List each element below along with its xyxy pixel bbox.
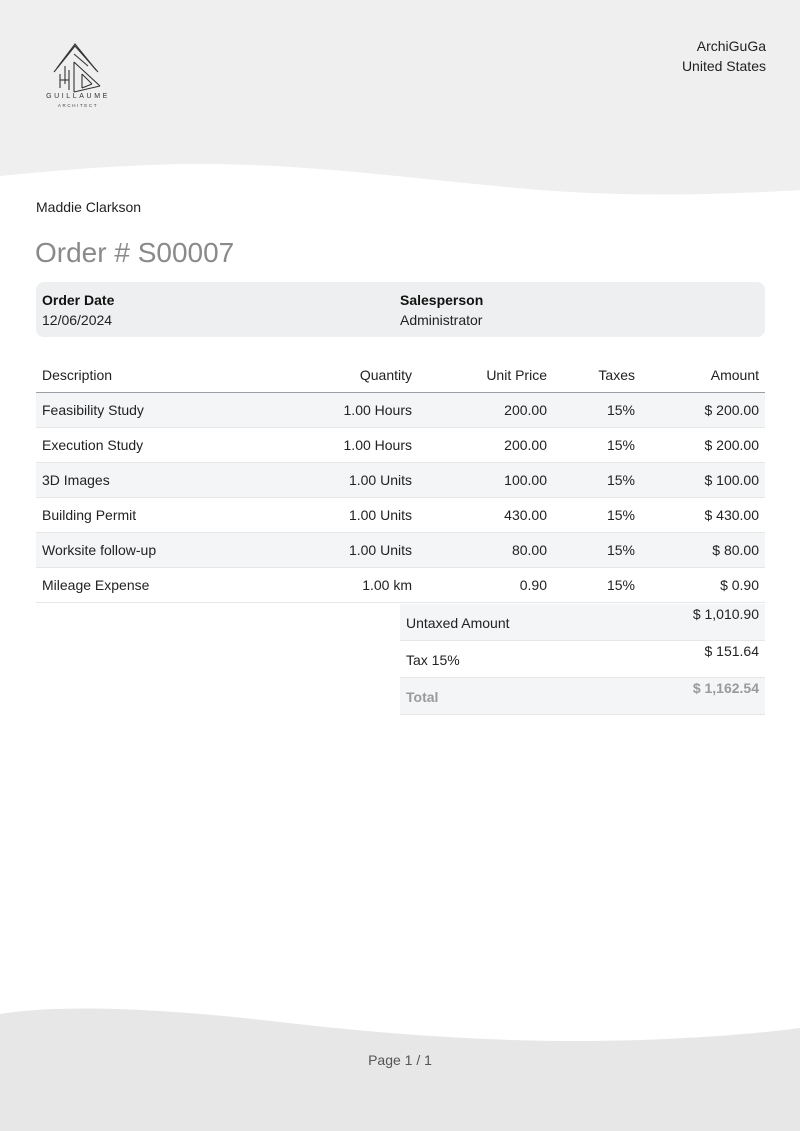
line-quantity: 1.00 Units [286, 463, 418, 498]
line-taxes: 15% [553, 463, 641, 498]
table-row [36, 533, 765, 568]
column-header-unit-price: Unit Price [418, 357, 553, 393]
totals-table [400, 604, 765, 715]
line-amount: $ 200.00 [641, 393, 765, 428]
column-header-taxes: Taxes [553, 357, 641, 393]
logo-subtitle: ARCHITECT [57, 103, 99, 108]
table-row [36, 393, 765, 428]
column-header-quantity: Quantity [286, 357, 418, 393]
line-description: Execution Study [36, 428, 286, 463]
line-quantity: 1.00 Hours [286, 428, 418, 463]
order-info-box [36, 282, 765, 337]
table-row [36, 498, 765, 533]
line-description: Mileage Expense [36, 568, 286, 603]
untaxed-amount-label: Untaxed Amount [400, 604, 618, 641]
column-header-description: Description [36, 357, 286, 393]
line-quantity: 1.00 Units [286, 533, 418, 568]
tax-label: Tax 15% [400, 641, 618, 678]
line-amount: $ 0.90 [641, 568, 765, 603]
order-lines-table [36, 357, 765, 603]
company-name: ArchiGuGa [696, 38, 766, 54]
line-taxes: 15% [553, 393, 641, 428]
line-unit-price: 200.00 [418, 428, 553, 463]
page-title: Order # S00007 [35, 237, 235, 268]
table-row [36, 463, 765, 498]
line-unit-price: 0.90 [418, 568, 553, 603]
company-logo-icon [38, 40, 118, 112]
line-taxes: 15% [553, 568, 641, 603]
line-description: 3D Images [36, 463, 286, 498]
salesperson-value: Administrator [400, 312, 483, 328]
line-description: Building Permit [36, 498, 286, 533]
header-background-wave [0, 0, 800, 200]
order-date-label: Order Date [42, 292, 115, 308]
company-address [682, 36, 766, 76]
untaxed-amount-row [400, 604, 765, 641]
logo-wordmark: GUILLAUME [46, 93, 110, 100]
order-date-block [42, 290, 114, 330]
line-amount: $ 80.00 [641, 533, 765, 568]
line-taxes: 15% [553, 428, 641, 463]
line-taxes: 15% [553, 498, 641, 533]
line-taxes: 15% [553, 533, 641, 568]
tax-value: $ 151.64 [618, 641, 765, 678]
line-description: Feasibility Study [36, 393, 286, 428]
order-date-value: 12/06/2024 [42, 312, 113, 328]
total-row [400, 678, 765, 715]
table-row [36, 568, 765, 603]
line-amount: $ 430.00 [641, 498, 765, 533]
total-value: $ 1,162.54 [618, 678, 765, 715]
line-quantity: 1.00 Units [286, 498, 418, 533]
salesperson-block [400, 290, 483, 330]
line-quantity: 1.00 km [286, 568, 418, 603]
customer-name: Maddie Clarkson [36, 199, 142, 215]
table-row [36, 428, 765, 463]
line-amount: $ 100.00 [641, 463, 765, 498]
line-unit-price: 430.00 [418, 498, 553, 533]
page-number: Page 1 / 1 [368, 1052, 432, 1068]
line-unit-price: 100.00 [418, 463, 553, 498]
column-header-amount: Amount [641, 357, 765, 393]
tax-row [400, 641, 765, 678]
line-amount: $ 200.00 [641, 428, 765, 463]
line-unit-price: 80.00 [418, 533, 553, 568]
company-country: United States [681, 58, 766, 74]
total-label: Total [400, 678, 618, 715]
line-description: Worksite follow-up [36, 533, 286, 568]
salesperson-label: Salesperson [400, 292, 484, 308]
line-quantity: 1.00 Hours [286, 393, 418, 428]
table-header-row [36, 357, 765, 393]
untaxed-amount-value: $ 1,010.90 [618, 604, 765, 641]
line-unit-price: 200.00 [418, 393, 553, 428]
